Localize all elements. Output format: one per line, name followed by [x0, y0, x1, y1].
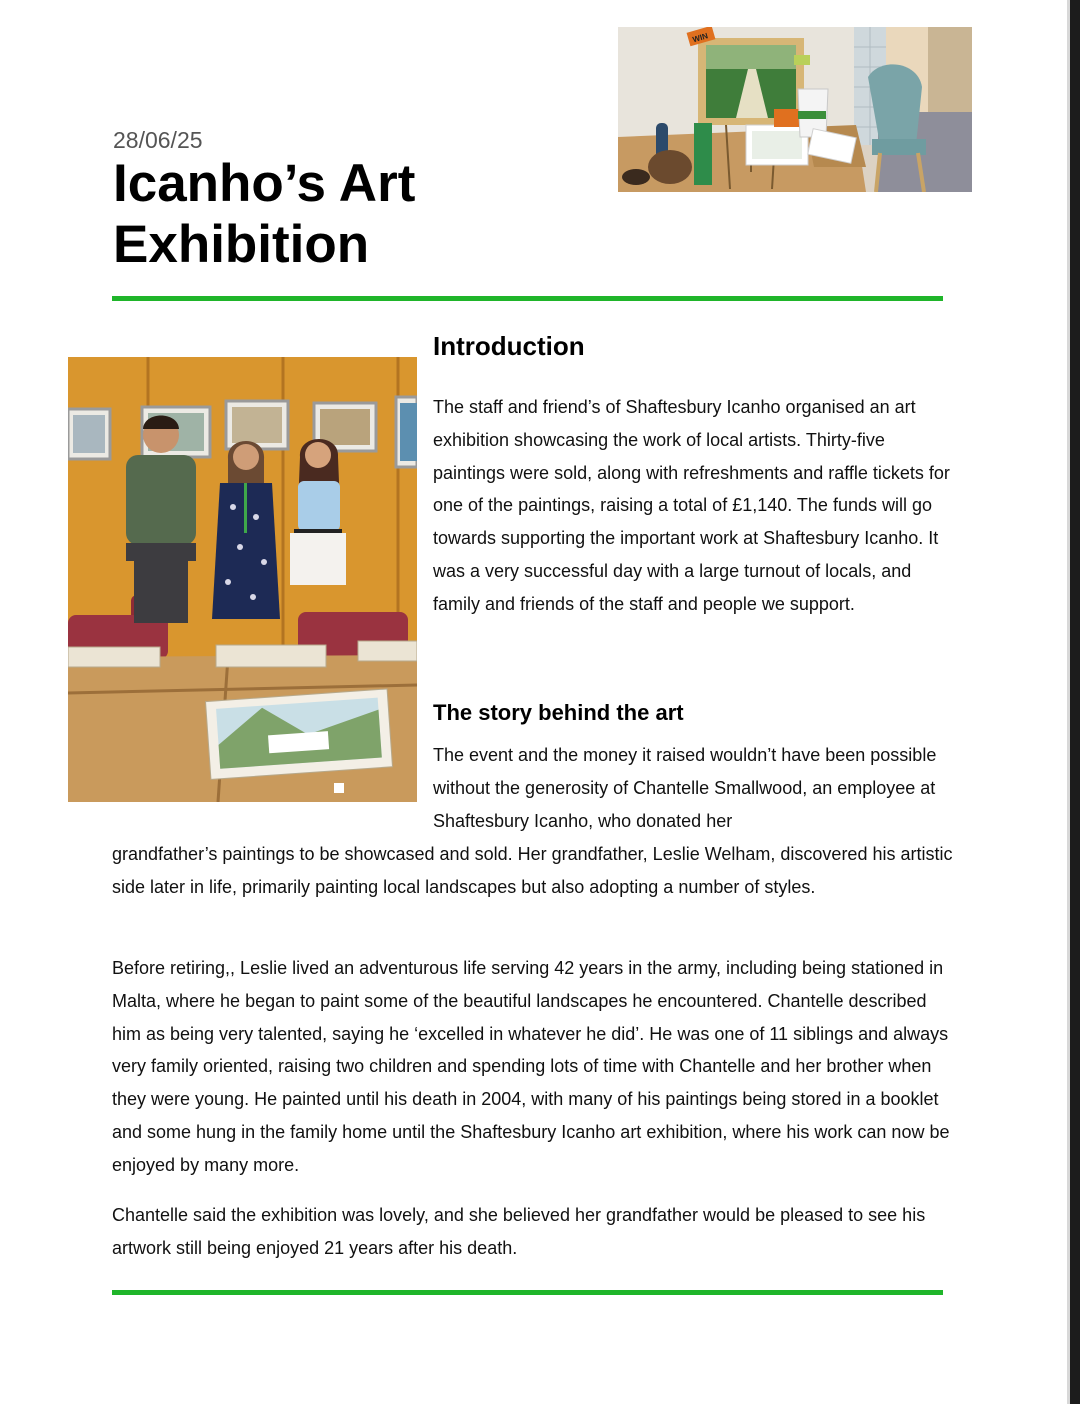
story-paragraph-three: Chantelle said the exhibition was lovely, and she believed her grandfather would be pleased to see his artwork still being enjoyed 21 years after his death.: [112, 1205, 926, 1258]
win-sign-text: WIN: [691, 31, 709, 45]
page-edge: [1070, 0, 1080, 1404]
article-title: Icanho’s Art Exhibition: [113, 154, 416, 274]
exhibition-group-photo: [68, 357, 417, 802]
divider-bottom: [112, 1290, 943, 1295]
story-paragraph-end: grandfather’s paintings to be showcased and sold. Her grandfather, Leslie Welham, discovered his artistic side later in life, primarily painting local landscapes but also adopting a number of styles.: [112, 844, 953, 897]
intro-paragraph: The staff and friend’s of Shaftesbury Icanho organised an art exhibition showcasing the work of local artists. Thirty-five paintings were sold, along with refreshments and raffle tickets for one of the paintings, raising a total of £1,140. The funds will go towards supporting the important work at Shaftesbury Icanho. It was a very successful day with a large turnout of locals, and family and friends of the staff and people we support.: [433, 397, 950, 614]
divider-top: [112, 296, 943, 301]
story-paragraph-start: The event and the money it raised wouldn’t have been possible without the generosity of Chantelle Smallwood, an employee at Shaftesbury Icanho, who donated her: [433, 745, 937, 831]
heading-introduction: Introduction: [433, 331, 585, 361]
heading-story: The story behind the art: [433, 700, 684, 725]
article-date: 28/06/25: [113, 127, 203, 153]
easel-raffle-photo: [618, 27, 972, 192]
story-paragraph-two: Before retiring,, Leslie lived an adventurous life serving 42 years in the army, including being stationed in Malta, where he began to paint some of the beautiful landscapes he encountered. Chantelle described him as being very talented, saying he ‘excelled in whatever he did’. He was one of 11 siblings and always very family oriented, raising two children and spending lots of time with Chantelle and her brother when they were young. He painted until his death in 2004, with many of his paintings being stored in a booklet and some hung in the family home until the Shaftesbury Icanho art exhibition, where his work can now be enjoyed by many more.: [112, 958, 950, 1175]
